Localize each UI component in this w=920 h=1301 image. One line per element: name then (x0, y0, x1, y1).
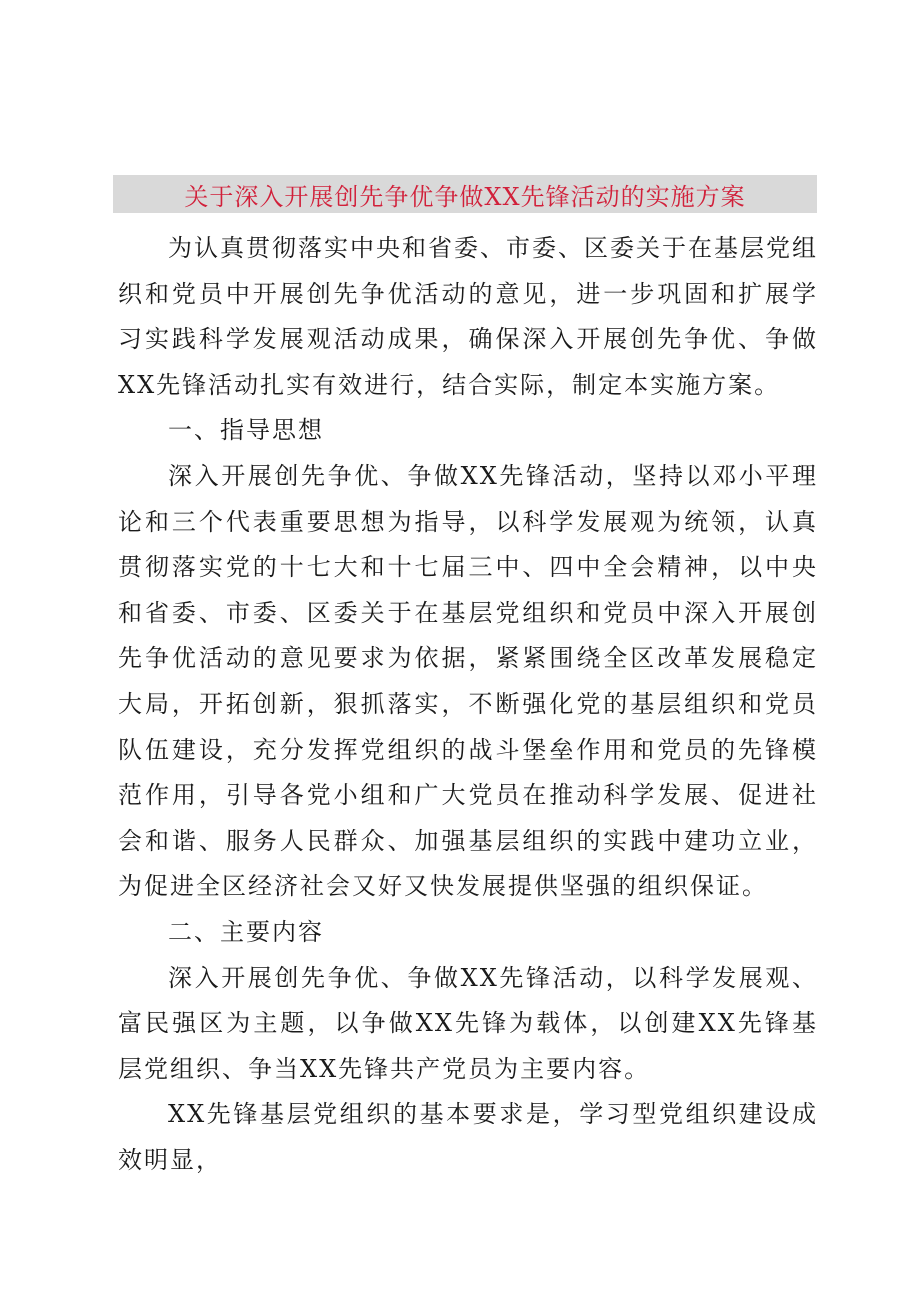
title-band (113, 175, 817, 213)
paragraph-main-content: 深入开展创先争优、争做XX先锋活动，以科学发展观、富民强区为主题，以争做XX先锋为载体，以创建XX先锋基层党组织、争当XX先锋共产党员为主要内容。 (118, 963, 818, 1083)
heading-guiding-ideology: 一、指导思想 (168, 416, 324, 445)
paragraph-intro: 为认真贯彻落实中央和省委、市委、区委关于在基层党组织和党员中开展创先争优活动的意见，进一步巩固和扩展学习实践科学发展观活动成果，确保深入开展创先争优、争做XX先锋活动扎实有效进行，结合实际，制定本实施方案。 (118, 234, 818, 399)
document-title: 关于深入开展创先争优争做XX先锋活动的实施方案 (184, 182, 746, 211)
heading-main-content: 二、主要内容 (168, 917, 324, 946)
paragraph-basic-requirements: XX先锋基层党组织的基本要求是，学习型党组织建设成效明显， (118, 1100, 818, 1174)
paragraph-guiding-ideology: 深入开展创先争优、争做XX先锋活动，坚持以邓小平理论和三个代表重要思想为指导，以科学发展观为统领，认真贯彻落实党的十七大和十七届三中、四中全会精神，以中央和省委、市委、区委关于在基层党组织和党员中深入开展创先争优活动的意见要求为依据，紧紧围绕全区改革发展稳定大局，开拓创新，狠抓落实，不断强化党的基层组织和党员队伍建设，充分发挥党组织的战斗堡垒作用和党员的先锋模范作用，引导各党小组和广大党员在推动科学发展、促进社会和谐、服务人民群众、加强基层组织的实践中建功立业，为促进全区经济社会又好又快发展提供坚强的组织保证。 (118, 461, 818, 901)
document-body (118, 226, 818, 1183)
